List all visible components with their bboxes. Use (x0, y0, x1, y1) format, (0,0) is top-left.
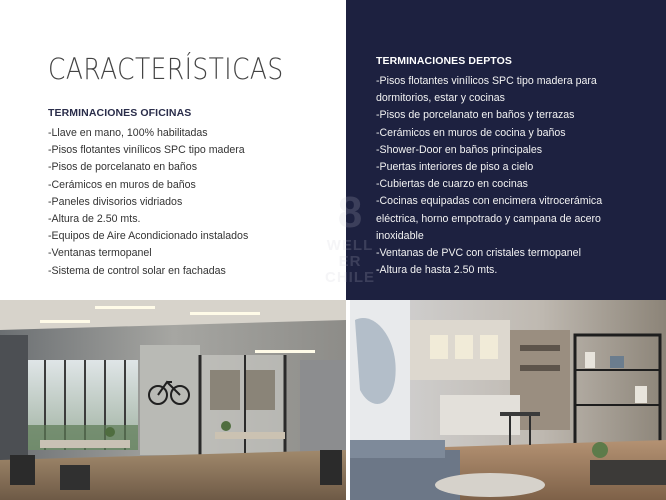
office-panel (0, 0, 346, 300)
apartment-features (376, 55, 602, 279)
office-feature-item: -Cerámicos en muros de baños (48, 178, 196, 191)
apartment-feature-item: -Shower-Door en baños principales (376, 143, 543, 156)
apartment-features-list (376, 73, 602, 279)
office-features-heading: TERMINACIONES OFICINAS (48, 107, 192, 119)
office-feature-item: -Ventanas termopanel (48, 247, 152, 260)
office-feature-item: -Pisos de porcelanato en baños (48, 161, 198, 174)
office-feature-item: -Paneles divisorios vidriados (48, 195, 183, 208)
office-feature-item: -Pisos flotantes vinílicos SPC tipo madera (48, 144, 245, 157)
office-feature-item: -Altura de 2.50 mts. (48, 213, 141, 226)
office-features-list (48, 125, 248, 280)
apartment-panel (346, 0, 666, 300)
office-feature-item: -Sistema de control solar en fachadas (48, 264, 226, 277)
apartment-feature-item: -Cerámicos en muros de cocina y baños (376, 126, 566, 139)
apartment-feature-item: inoxidable (376, 229, 424, 242)
apartment-feature-item: dormitorios, estar y cocinas (376, 92, 505, 105)
apartment-feature-item: -Cubiertas de cuarzo en cocinas (376, 178, 528, 191)
apartment-feature-item: -Ventanas de PVC con cristales termopanel (376, 247, 581, 260)
apartment-feature-item: -Puertas interiores de piso a cielo (376, 161, 534, 174)
apartment-feature-item: -Pisos de porcelanato en baños y terrazas (376, 109, 575, 122)
office-features (48, 107, 248, 280)
apartment-feature-item: eléctrica, horno empotrado y campana de acero (376, 212, 601, 225)
office-feature-item: -Llave en mano, 100% habilitadas (48, 127, 208, 139)
apartment-feature-item: -Pisos flotantes vinílicos SPC tipo madera para (376, 75, 597, 87)
apartment-feature-item: -Altura de hasta 2.50 mts. (376, 264, 498, 277)
apartment-feature-item: -Cocinas equipadas con encimera vitrocerámica (376, 195, 603, 208)
office-render-image (0, 300, 346, 500)
apartment-render-image (350, 300, 666, 500)
office-feature-item: -Equipos de Aire Acondicionado instalados (48, 230, 249, 243)
apartment-features-heading: TERMINACIONES DEPTOS (376, 55, 512, 67)
page-title: CARACTERÍSTICAS (48, 52, 284, 86)
